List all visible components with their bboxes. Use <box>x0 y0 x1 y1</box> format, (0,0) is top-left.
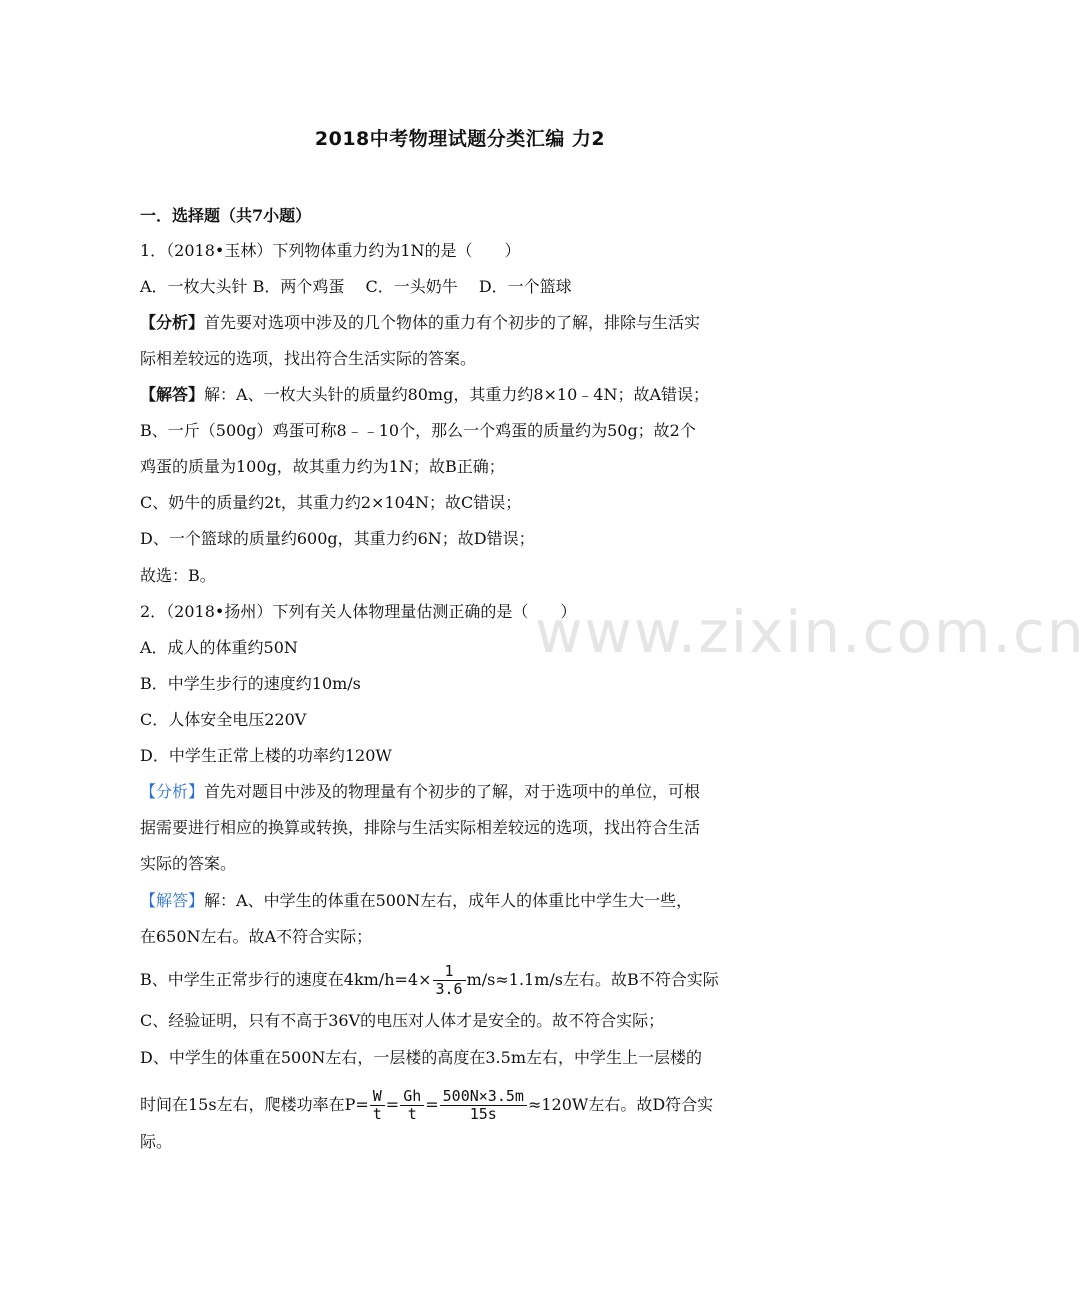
fraction-numerator: 1 <box>433 963 466 981</box>
fraction-denominator: 3.6 <box>435 980 463 998</box>
fraction-gh-over-t <box>400 1088 424 1123</box>
q2-analysis-tag: 【分析】 <box>140 782 205 801</box>
q2-stem: 2．（2018•扬州）下列有关人体物理量估测正确的是（ ） <box>140 602 577 621</box>
watermark: www.zixin.com.cn <box>535 598 1086 666</box>
equals-sign: = <box>425 1095 439 1114</box>
fraction-1-over-3-6 <box>433 963 466 998</box>
q1-answer-line-2: B、一斤（500g）鸡蛋可称8﹣﹣10个，那么一个鸡蛋的质量约为50g；故2个 <box>140 421 696 440</box>
q1-options: A．一枚大头针 B．两个鸡蛋 C．一头奶牛 D．一个篮球 <box>140 277 572 296</box>
q1-analysis-tag: 【分析】 <box>140 313 205 332</box>
q2-answer-line-d2 <box>140 1088 790 1123</box>
q2-option-c: C．人体安全电压220V <box>140 710 307 729</box>
q2-answer-line-c: C、经验证明，只有不高于36V的电压对人体才是安全的。故不符合实际； <box>140 1011 665 1030</box>
fraction-numerator: W <box>370 1088 385 1106</box>
q2-option-b: B．中学生步行的速度约10m/s <box>140 674 361 693</box>
q1-stem: 1．（2018•玉林）下列物体重力约为1N的是（ ） <box>140 241 521 260</box>
q2-answer-d2-pre: 时间在15s左右，爬楼功率在P= <box>140 1095 369 1114</box>
q2-answer-tag: 【解答】 <box>140 891 205 910</box>
fraction-numerator: 500N×3.5m <box>440 1088 527 1106</box>
q1-analysis-text: 首先要对选项中涉及的几个物体的重力有个初步的了解，排除与生活实 <box>204 313 701 332</box>
q2-answer-d2-post: ≈120W左右。故D符合实 <box>527 1095 714 1114</box>
q1-answer-line-3: 鸡蛋的质量为100g，故其重力约为1N；故B正确； <box>140 457 505 476</box>
q2-answer-b-pre: B、中学生正常步行的速度在4km/h=4× <box>140 970 432 989</box>
page-title: 2018中考物理试题分类汇编 力2 <box>314 128 606 150</box>
q1-answer-line-1 <box>140 385 790 405</box>
q1-answer-text: 解：A、一枚大头针的质量约80mg，其重力约8×10﹣4N；故A错误； <box>204 385 710 404</box>
q2-answer-line-1 <box>140 891 790 911</box>
fraction-denominator: t <box>372 1105 382 1123</box>
equals-sign: = <box>385 1095 400 1114</box>
q1-answer-line-6: 故选：B。 <box>140 566 216 585</box>
q1-answer-line-5: D、一个篮球的质量约600g，其重力约6N；故D错误； <box>140 529 535 548</box>
fraction-numerator: Gh <box>400 1088 424 1106</box>
fraction-power-calc <box>440 1088 527 1123</box>
q1-answer-line-4: C、奶牛的质量约2t，其重力约2×104N；故C错误； <box>140 493 522 512</box>
fraction-denominator: 15s <box>469 1105 497 1123</box>
q1-answer-tag: 【解答】 <box>140 385 205 404</box>
section-heading: 一．选择题（共7小题） <box>140 206 312 225</box>
q2-option-d: D．中学生正常上楼的功率约120W <box>140 746 392 765</box>
q2-answer-b-post: m/s≈1.1m/s左右。故B不符合实际 <box>466 970 719 989</box>
q2-analysis-line-1 <box>140 782 790 802</box>
q2-option-a: A．成人的体重约50N <box>140 638 298 657</box>
q2-answer-line-b <box>140 963 790 998</box>
q2-analysis-line-3: 实际的答案。 <box>140 854 237 873</box>
q2-answer-line-2: 在650N左右。故A不符合实际； <box>140 927 373 946</box>
q2-analysis-text: 首先对题目中涉及的物理量有个初步的了解，对于选项中的单位，可根 <box>204 782 701 801</box>
q2-answer-text: 解：A、中学生的体重在500N左右，成年人的体重比中学生大一些， <box>204 891 693 910</box>
fraction-w-over-t <box>370 1088 385 1123</box>
q1-analysis-line-2: 际相差较远的选项，找出符合生活实际的答案。 <box>140 349 477 368</box>
q1-analysis-line-1 <box>140 313 790 333</box>
fraction-denominator: t <box>407 1105 417 1123</box>
q2-analysis-line-2: 据需要进行相应的换算或转换，排除与生活实际相差较远的选项，找出符合生活 <box>140 818 701 837</box>
q2-answer-line-d3: 际。 <box>140 1132 173 1151</box>
q2-answer-line-d1: D、中学生的体重在500N左右，一层楼的高度在3.5m左右，中学生上一层楼的 <box>140 1048 702 1067</box>
